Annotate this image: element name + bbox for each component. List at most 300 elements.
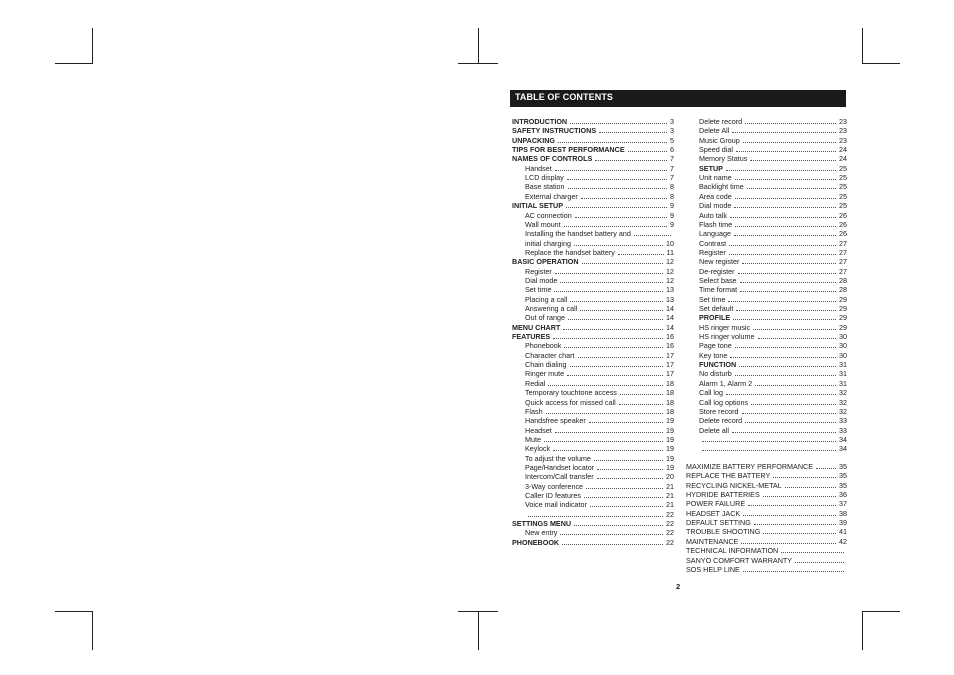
dot-leader	[570, 117, 667, 124]
crop-mark	[55, 611, 93, 612]
toc-entry-ringer-mute[interactable]	[512, 369, 674, 378]
toc-entry-label: Page/Handset locator	[525, 462, 595, 472]
dot-leader	[628, 145, 667, 152]
toc-entry-page: 19	[666, 434, 674, 444]
dot-leader	[728, 295, 836, 302]
toc-entry-label: SAFETY INSTRUCTIONS	[512, 126, 597, 136]
dot-leader	[564, 341, 663, 348]
toc-entry-setup[interactable]	[699, 164, 847, 173]
toc-entry-label: External charger	[525, 191, 578, 201]
toc-entry-select-base[interactable]	[699, 276, 847, 285]
toc-entry-label: Delete All	[699, 126, 730, 136]
toc-entry-replace-the-handset-battery[interactable]	[512, 248, 674, 257]
toc-entry-label: Dial mode	[525, 275, 558, 285]
dot-leader	[566, 201, 667, 208]
dot-leader	[743, 565, 844, 572]
toc-entry-page: 23	[839, 126, 847, 136]
toc-entry-headset-jack[interactable]	[686, 509, 847, 518]
toc-entry-time-format[interactable]	[699, 285, 847, 294]
toc-entry-page: 28	[839, 275, 847, 285]
dot-leader	[781, 546, 844, 553]
toc-entry-page: 18	[666, 397, 674, 407]
toc-entry-mute[interactable]	[512, 435, 674, 444]
toc-entry-label: Redial	[525, 378, 546, 388]
toc-entry-delete-record[interactable]	[699, 416, 847, 425]
toc-entry-page: 33	[839, 425, 847, 435]
toc-entry-label: Quick access for missed call	[525, 397, 616, 407]
dot-leader	[555, 164, 667, 171]
dot-leader	[742, 257, 836, 264]
dot-leader	[730, 211, 836, 218]
toc-title: TABLE OF CONTENTS	[515, 92, 614, 102]
toc-entry-introduction[interactable]	[512, 117, 674, 126]
dot-leader	[578, 351, 663, 358]
toc-entry-page: 35	[839, 462, 847, 471]
dot-leader	[773, 471, 836, 478]
toc-entry-label: PHONEBOOK	[512, 537, 560, 547]
toc-entry-label: MENU CHART	[512, 322, 561, 332]
toc-entry-new-register[interactable]	[699, 257, 847, 266]
toc-entry-label: Auto talk	[699, 210, 727, 220]
toc-entry-page: 35	[839, 471, 847, 481]
toc-entry-voice-mail-indicator[interactable]	[512, 500, 674, 509]
toc-entry-label: TIPS FOR BEST PERFORMANCE	[512, 145, 625, 155]
toc-entry-page: 26	[839, 229, 847, 239]
toc-entry-page: 26	[839, 210, 847, 220]
toc-entry-base-station[interactable]	[512, 182, 674, 191]
toc-entry-page: 22	[666, 528, 674, 538]
toc-entry-speed-dial[interactable]	[699, 145, 847, 154]
toc-entry-register[interactable]	[699, 248, 847, 257]
toc-entry-label: Temporary touchtone access	[525, 388, 617, 398]
toc-entry-dial-mode[interactable]	[512, 276, 674, 285]
toc-entry-label: TECHNICAL INFORMATION	[686, 546, 779, 556]
dot-leader	[740, 276, 836, 283]
toc-entry-page: 12	[666, 257, 674, 267]
toc-entry-character-chart[interactable]	[512, 351, 674, 360]
toc-entry-external-charger[interactable]	[512, 192, 674, 201]
toc-entry-page: 7	[670, 154, 674, 164]
dot-leader	[560, 276, 663, 283]
toc-entry-page: 19	[666, 444, 674, 454]
toc-entry-headset[interactable]	[512, 426, 674, 435]
toc-entry-3-way-conference[interactable]	[512, 482, 674, 491]
dot-leader	[743, 136, 836, 143]
toc-entry-page: 26	[839, 219, 847, 229]
toc-entry-page: 17	[666, 369, 674, 379]
dot-leader	[726, 164, 836, 171]
toc-entry-page: 29	[839, 322, 847, 332]
toc-entry-music-group[interactable]	[699, 136, 847, 145]
toc-entry-delete-record[interactable]	[699, 117, 847, 126]
toc-entry-call-log[interactable]	[699, 388, 847, 397]
toc-entry-page: 18	[666, 378, 674, 388]
toc-entry-dial-mode[interactable]	[699, 201, 847, 210]
toc-entry-label: FEATURES	[512, 332, 551, 342]
toc-entry-page: 25	[839, 182, 847, 192]
toc-entry-page: 8	[670, 182, 674, 192]
toc-entry-blank[interactable]	[512, 510, 674, 519]
toc-entry-label: Backlight time	[699, 182, 744, 192]
toc-entry-page: 27	[839, 238, 847, 248]
toc-entry-page: 18	[666, 406, 674, 416]
toc-entry-out-of-range[interactable]	[512, 313, 674, 322]
toc-entry-quick-access-for-missed-call[interactable]	[512, 398, 674, 407]
toc-entry-page: 7	[670, 173, 674, 183]
toc-entry-alarm-1-alarm-2[interactable]	[699, 379, 847, 388]
toc-entry-label: Handset	[525, 163, 552, 173]
dot-leader	[597, 463, 663, 470]
toc-entry-sanyo-comfort-warranty[interactable]	[686, 556, 847, 565]
dot-leader	[567, 173, 667, 180]
toc-entry-set-default[interactable]	[699, 304, 847, 313]
dot-leader	[745, 416, 836, 423]
toc-entry-label: TROUBLE SHOOTING	[686, 527, 761, 537]
toc-entry-blank[interactable]	[699, 435, 847, 444]
toc-entry-technical-information[interactable]	[686, 546, 847, 555]
dot-leader	[589, 416, 663, 423]
dot-leader	[555, 267, 663, 274]
toc-entry-profile[interactable]	[699, 313, 847, 322]
dot-leader	[586, 482, 663, 489]
toc-entry-page: 14	[666, 313, 674, 323]
toc-entry-label: Store record	[699, 406, 739, 416]
dot-leader	[570, 360, 663, 367]
toc-entry-page: 22	[666, 519, 674, 529]
dot-leader	[748, 499, 836, 506]
toc-entry-label: Area code	[699, 191, 732, 201]
dot-leader	[736, 145, 836, 152]
toc-entry-answering-a-call[interactable]	[512, 304, 674, 313]
toc-entry-label: Chain dialing	[525, 360, 567, 370]
toc-entry-area-code[interactable]	[699, 192, 847, 201]
toc-entry-maximize-battery-performance[interactable]	[686, 462, 847, 471]
toc-entry-page-handset-locator[interactable]	[512, 463, 674, 472]
dot-leader	[553, 332, 663, 339]
toc-entry-trouble-shooting[interactable]	[686, 527, 847, 536]
dot-leader	[726, 388, 836, 395]
toc-entry-key-tone[interactable]	[699, 351, 847, 360]
dot-leader	[568, 182, 667, 189]
crop-mark	[862, 28, 863, 63]
toc-entry-call-log-options[interactable]	[699, 398, 847, 407]
dot-leader	[634, 229, 671, 236]
toc-entry-register[interactable]	[512, 267, 674, 276]
toc-entry-auto-talk[interactable]	[699, 211, 847, 220]
toc-entry-settings-menu[interactable]	[512, 519, 674, 528]
crop-mark	[862, 63, 900, 64]
toc-entry-delete-all[interactable]	[699, 426, 847, 435]
toc-entry-page: 5	[670, 135, 674, 145]
toc-entry-ac-connection[interactable]	[512, 211, 674, 220]
dot-leader	[733, 313, 836, 320]
toc-entry-label: HS ringer music	[699, 322, 751, 332]
toc-entry-label: MAXIMIZE BATTERY PERFORMANCE	[686, 462, 813, 471]
toc-entry-label: Answering a call	[525, 304, 578, 313]
dot-leader	[730, 351, 836, 358]
toc-entry-power-failure[interactable]	[686, 499, 847, 508]
toc-entry-chain-dialing[interactable]	[512, 360, 674, 369]
toc-entry-page: 9	[670, 201, 674, 211]
toc-entry-phonebook[interactable]	[512, 538, 674, 547]
toc-entry-label: NAMES OF CONTROLS	[512, 154, 593, 164]
toc-entry-label: LCD display	[525, 173, 564, 183]
toc-entry-label: No disturb	[699, 369, 732, 379]
toc-entry-label: initial charging	[525, 238, 571, 248]
toc-entry-handsfree-speaker[interactable]	[512, 416, 674, 425]
toc-entry-label: Handsfree speaker	[525, 416, 586, 426]
toc-entry-basic-operation[interactable]	[512, 257, 674, 266]
toc-entry-page: 3	[670, 117, 674, 126]
toc-entry-label: Key tone	[699, 350, 728, 360]
toc-entry-lcd-display[interactable]	[512, 173, 674, 182]
toc-entry-keylock[interactable]	[512, 444, 674, 453]
toc-entry-de-register[interactable]	[699, 267, 847, 276]
dot-leader	[735, 341, 836, 348]
toc-entry-flash[interactable]	[512, 407, 674, 416]
dot-leader	[597, 472, 663, 479]
crop-mark	[862, 612, 863, 650]
dot-leader	[574, 239, 663, 246]
toc-entry-blank[interactable]	[699, 444, 847, 453]
dot-leader	[555, 426, 663, 433]
dot-leader	[734, 201, 836, 208]
toc-entry-memory-status[interactable]	[699, 154, 847, 163]
toc-entry-page: 32	[839, 397, 847, 407]
toc-entry-page: 38	[839, 508, 847, 518]
toc-entry-label: Dial mode	[699, 201, 732, 211]
dot-leader	[729, 239, 836, 246]
toc-entry-set-time[interactable]	[512, 285, 674, 294]
toc-entry-page: 6	[670, 145, 674, 155]
toc-entry-label: INTRODUCTION	[512, 117, 568, 126]
toc-entry-label: Speed dial	[699, 145, 733, 155]
toc-entry-installing-the-handset-battery-and[interactable]	[512, 229, 674, 238]
toc-entry-page: 25	[839, 163, 847, 173]
toc-entry-recycling-nickel-metal[interactable]	[686, 481, 847, 490]
toc-entry-label: Delete record	[699, 117, 743, 126]
toc-entry-page: 42	[839, 536, 847, 546]
toc-entry-delete-all[interactable]	[699, 126, 847, 135]
toc-entry-label: BASIC OPERATION	[512, 257, 579, 267]
dot-leader	[729, 248, 836, 255]
toc-entry-page: 13	[666, 294, 674, 304]
toc-entry-menu-chart[interactable]	[512, 323, 674, 332]
toc-entry-page: 34	[839, 444, 847, 454]
toc-entry-label: Wall mount	[525, 219, 561, 229]
toc-entry-handset[interactable]	[512, 164, 674, 173]
toc-entry-temporary-touchtone-access[interactable]	[512, 388, 674, 397]
crop-mark	[92, 28, 93, 63]
toc-entry-page: 8	[670, 191, 674, 201]
toc-entry-page: 39	[839, 518, 847, 528]
dot-leader	[816, 462, 836, 469]
toc-entry-page: 3	[670, 126, 674, 136]
toc-entry-features[interactable]	[512, 332, 674, 341]
toc-entry-page: 36	[839, 490, 847, 500]
toc-entry-sos-help-line[interactable]	[686, 565, 847, 574]
dot-leader	[734, 229, 836, 236]
toc-entry-page: 30	[839, 332, 847, 342]
toc-entry-initial-setup[interactable]	[512, 201, 674, 210]
toc-entry-language[interactable]	[699, 229, 847, 238]
crop-mark	[458, 63, 498, 64]
toc-entry-contrast[interactable]	[699, 239, 847, 248]
dot-leader	[548, 379, 663, 386]
toc-entry-label: UNPACKING	[512, 135, 555, 145]
toc-entry-label: POWER FAILURE	[686, 499, 746, 509]
toc-entry-label: FUNCTION	[699, 360, 737, 370]
toc-entry-page: 22	[666, 509, 674, 519]
toc-entry-label: SOS HELP LINE	[686, 564, 740, 574]
dot-leader	[590, 500, 663, 507]
toc-entry-page: 9	[670, 219, 674, 229]
toc-entry-label: INITIAL SETUP	[512, 201, 563, 211]
toc-entry-label: Alarm 1, Alarm 2	[699, 378, 753, 388]
toc-header	[510, 90, 846, 107]
dot-leader	[738, 267, 836, 274]
toc-entry-replace-the-battery[interactable]	[686, 471, 847, 480]
toc-entry-label: Replace the handset battery	[525, 247, 615, 257]
toc-entry-label: PROFILE	[699, 313, 731, 323]
dot-leader	[732, 426, 836, 433]
toc-entry-label: Intercom/Call transfer	[525, 472, 594, 482]
toc-entry-flash-time[interactable]	[699, 220, 847, 229]
dot-leader	[739, 360, 836, 367]
dot-leader	[528, 510, 663, 517]
toc-entry-to-adjust-the-volume[interactable]	[512, 454, 674, 463]
dot-leader	[747, 182, 836, 189]
dot-leader	[750, 154, 836, 161]
toc-entry-tips-for-best-performance[interactable]	[512, 145, 674, 154]
toc-entry-label: Time format	[699, 285, 738, 295]
toc-entry-label: HYDRIDE BATTERIES	[686, 490, 760, 500]
toc-entry-page: 34	[839, 434, 847, 444]
toc-entry-hs-ringer-music[interactable]	[699, 323, 847, 332]
toc-entry-initial-charging[interactable]	[512, 239, 674, 248]
dot-leader	[735, 220, 836, 227]
toc-entry-page-tone[interactable]	[699, 341, 847, 350]
toc-entry-page: 21	[666, 500, 674, 510]
dot-leader	[599, 126, 667, 133]
crop-mark	[458, 611, 498, 612]
toc-entry-label: Unit name	[699, 173, 732, 183]
toc-entry-default-setting[interactable]	[686, 518, 847, 527]
dot-leader	[755, 379, 836, 386]
toc-entry-hydride-batteries[interactable]	[686, 490, 847, 499]
toc-entry-page: 18	[666, 388, 674, 398]
toc-entry-page: 16	[666, 332, 674, 342]
toc-entry-page: 29	[839, 294, 847, 304]
toc-entry-caller-id-features[interactable]	[512, 491, 674, 500]
toc-entry-label: Base station	[525, 182, 565, 192]
dot-leader	[785, 481, 836, 488]
dot-leader	[575, 211, 667, 218]
toc-entry-label: Memory Status	[699, 154, 748, 164]
toc-entry-label: Register	[525, 266, 552, 276]
dot-leader	[742, 407, 836, 414]
dot-leader	[558, 136, 667, 143]
toc-entry-label: 3-Way conference	[525, 481, 584, 491]
toc-entry-label: REPLACE THE BATTERY	[686, 471, 771, 481]
toc-entry-label: AC connection	[525, 210, 572, 220]
toc-entry-label: Call log	[699, 388, 723, 398]
toc-entry-page: 7	[670, 163, 674, 173]
toc-entry-backlight-time[interactable]	[699, 182, 847, 191]
toc-entry-page: 29	[839, 304, 847, 313]
toc-entry-names-of-controls[interactable]	[512, 154, 674, 163]
toc-entry-label: Keylock	[525, 444, 551, 454]
dot-leader	[618, 248, 664, 255]
toc-entry-label: Out of range	[525, 313, 565, 323]
toc-entry-set-time[interactable]	[699, 295, 847, 304]
toc-entry-label: De-register	[699, 266, 735, 276]
toc-entry-page: 32	[839, 388, 847, 398]
dot-leader	[544, 435, 663, 442]
toc-entry-page: 14	[666, 304, 674, 313]
toc-entry-placing-a-call[interactable]	[512, 295, 674, 304]
toc-entry-page: 23	[839, 117, 847, 126]
dot-leader	[754, 518, 836, 525]
dot-leader	[795, 556, 844, 563]
toc-entry-safety-instructions[interactable]	[512, 126, 674, 135]
toc-entry-label: Caller ID features	[525, 491, 581, 500]
dot-leader	[580, 304, 663, 311]
toc-entry-wall-mount[interactable]	[512, 220, 674, 229]
toc-entry-page: 30	[839, 350, 847, 360]
dot-leader	[570, 295, 663, 302]
toc-entry-label: Delete record	[699, 416, 743, 426]
toc-entry-maintenance[interactable]	[686, 537, 847, 546]
toc-entry-page: 41	[839, 527, 847, 537]
toc-entry-function[interactable]	[699, 360, 847, 369]
toc-entry-store-record[interactable]	[699, 407, 847, 416]
dot-leader	[753, 323, 836, 330]
toc-entry-label: Select base	[699, 275, 737, 285]
toc-entry-label: Voice mail indicator	[525, 500, 587, 510]
toc-entry-unpacking[interactable]	[512, 136, 674, 145]
dot-leader	[732, 126, 836, 133]
toc-entry-label: SETUP	[699, 163, 723, 173]
toc-entry-label: SETTINGS MENU	[512, 519, 572, 529]
dot-leader	[751, 398, 836, 405]
dot-leader	[560, 528, 663, 535]
toc-entry-intercom-call-transfer[interactable]	[512, 472, 674, 481]
toc-entry-page: 27	[839, 266, 847, 276]
toc-entry-page: 32	[839, 406, 847, 416]
toc-entry-label: Flash time	[699, 219, 733, 229]
toc-entry-page: 33	[839, 416, 847, 426]
toc-entry-page: 31	[839, 369, 847, 379]
toc-entry-unit-name[interactable]	[699, 173, 847, 182]
toc-entry-label: DEFAULT SETTING	[686, 518, 751, 528]
toc-entry-hs-ringer-volume[interactable]	[699, 332, 847, 341]
toc-entry-label: Contrast	[699, 238, 727, 248]
crop-mark	[478, 28, 479, 63]
crop-mark	[862, 611, 900, 612]
toc-entry-page: 25	[839, 201, 847, 211]
toc-entry-new-entry[interactable]	[512, 528, 674, 537]
toc-entry-redial[interactable]	[512, 379, 674, 388]
dot-leader	[594, 454, 663, 461]
toc-entry-page: 31	[839, 360, 847, 370]
toc-entry-page: 16	[666, 341, 674, 351]
toc-entry-phonebook[interactable]	[512, 341, 674, 350]
dot-leader	[763, 527, 836, 534]
toc-entry-page: 13	[666, 285, 674, 295]
toc-entry-page: 20	[666, 472, 674, 482]
toc-entry-no-disturb[interactable]	[699, 369, 847, 378]
